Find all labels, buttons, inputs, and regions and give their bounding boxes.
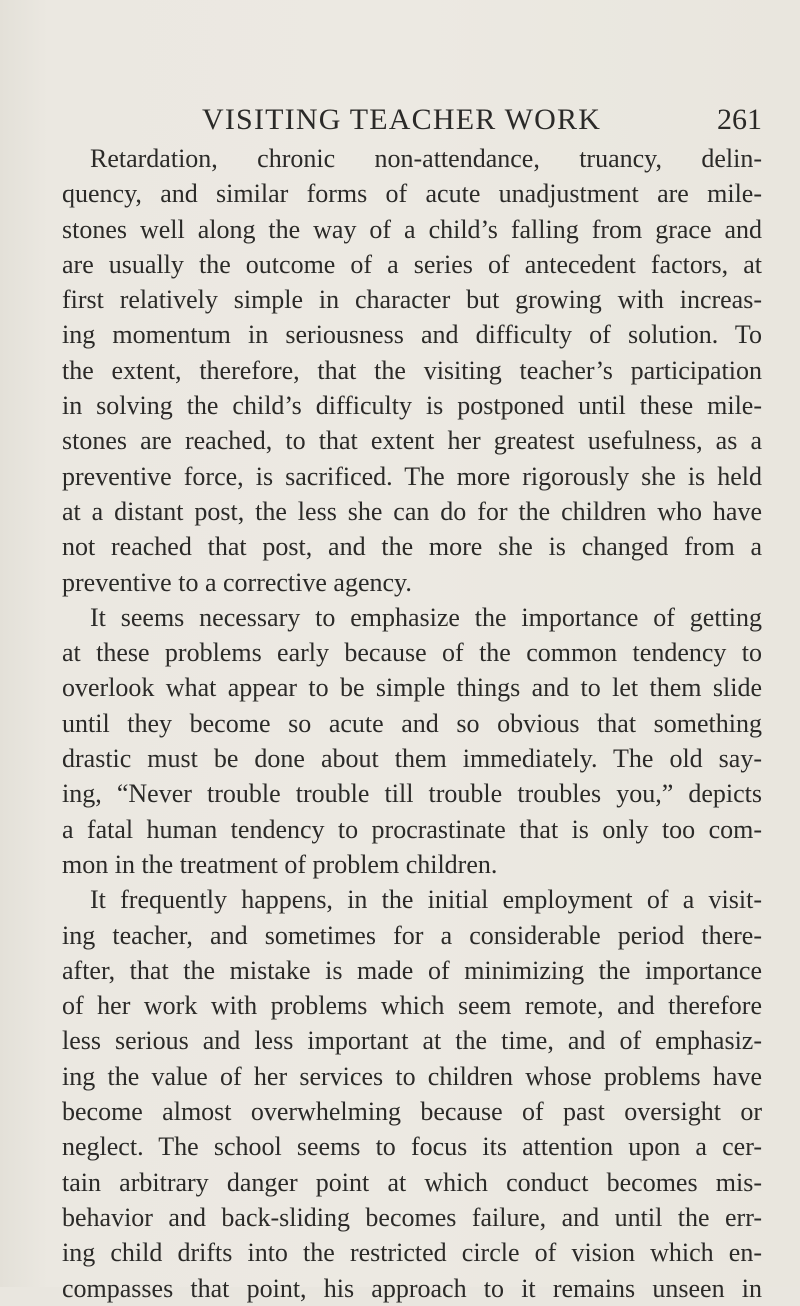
text-line: ing, “Never trouble trouble till trouble troubles you,” depicts	[62, 779, 762, 809]
text-line: not reached that post, and the more she is changed from a	[62, 532, 762, 562]
text-line: It seems necessary to emphasize the importance of getting	[90, 602, 762, 632]
text-line: ing momentum in seriousness and difficulty of solution. To	[62, 320, 762, 350]
text-line: ing child drifts into the restricted circle of vision which en-	[62, 1238, 762, 1268]
text-line: become almost overwhelming because of past oversight or	[62, 1097, 762, 1127]
paragraph-3	[62, 882, 762, 1306]
text-line: It frequently happens, in the initial employment of a visit-	[90, 885, 762, 915]
text-line: compasses that point, his approach to it remains unseen in	[62, 1273, 762, 1303]
text-line: are usually the outcome of a series of antecedent factors, at	[62, 249, 762, 279]
text-line: at a distant post, the less she can do for the children who have	[62, 496, 762, 526]
page-header	[62, 100, 762, 140]
text-line: Retardation, chronic non-attendance, truancy, delin-	[90, 144, 762, 173]
text-line: neglect. The school seems to focus its attention upon a cer-	[62, 1132, 762, 1162]
text-line: overlook what appear to be simple things and to let them slide	[62, 673, 762, 703]
text-line: preventive force, is sacrificed. The more rigorously she is held	[62, 461, 762, 491]
text-line: first relatively simple in character but growing with increas-	[62, 285, 762, 315]
running-head: VISITING TEACHER WORK	[202, 103, 602, 136]
text-line: less serious and less important at the time, and of emphasiz-	[62, 1026, 762, 1056]
text-line: after, that the mistake is made of minimizing the importance	[62, 955, 762, 985]
text-line: ing teacher, and sometimes for a considerable period there-	[62, 920, 762, 950]
text-line: quency, and similar forms of acute unadjustment are mile-	[62, 179, 762, 209]
paragraph-2	[62, 600, 762, 882]
paragraph-1	[62, 141, 762, 600]
body-text	[62, 141, 762, 1306]
text-line: mon in the treatment of problem children.	[62, 849, 498, 879]
text-line: ing the value of her services to children whose problems have	[62, 1061, 762, 1091]
text-line: preventive to a corrective agency.	[62, 567, 412, 597]
text-line: until they become so acute and so obvious that something	[62, 708, 762, 738]
text-line: in solving the child’s difficulty is postponed until these mile-	[62, 391, 762, 421]
text-line: at these problems early because of the common tendency to	[62, 638, 762, 668]
text-line: drastic must be done about them immediately. The old say-	[62, 744, 762, 774]
page-number: 261	[717, 103, 762, 136]
text-line: of her work with problems which seem remote, and therefore	[62, 991, 762, 1021]
text-line: tain arbitrary danger point at which conduct becomes mis-	[62, 1167, 762, 1197]
text-line: stones are reached, to that extent her greatest usefulness, as a	[62, 426, 762, 456]
text-line: behavior and back-sliding becomes failure, and until the err-	[62, 1202, 762, 1232]
text-line: stones well along the way of a child’s falling from grace and	[62, 214, 762, 244]
text-line: the extent, therefore, that the visiting teacher’s participation	[62, 355, 762, 385]
text-line: a fatal human tendency to procrastinate that is only too com-	[62, 814, 762, 844]
